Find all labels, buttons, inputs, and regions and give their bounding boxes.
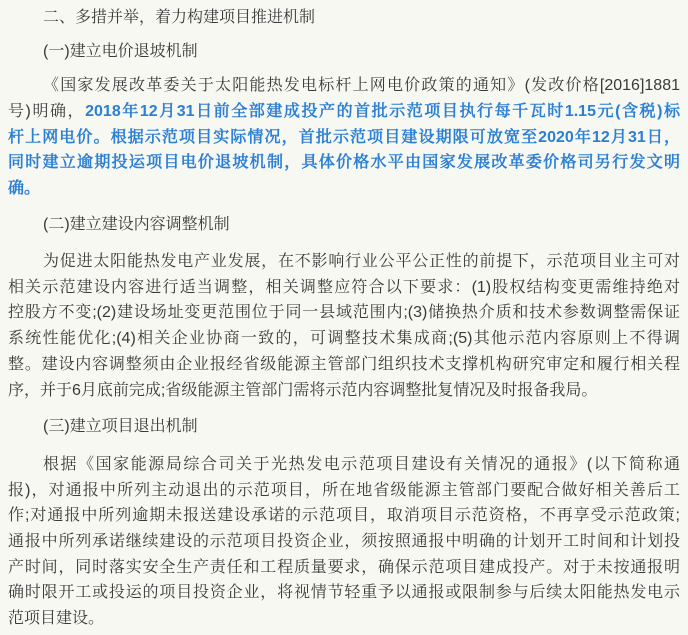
paragraph-line: 控股方不变;(2)建设场址变更范围位于同一县域范围内;(3)储换热介质和技术参数调整需保证 — [8, 304, 680, 322]
paragraph-line — [8, 99, 680, 125]
paragraph-line: 范项目建设。 — [8, 610, 105, 628]
paragraph-line — [8, 125, 680, 151]
paragraph — [8, 249, 680, 403]
paragraph-line: 作;对通报中所列逾期未报送建设承诺的示范项目，取消项目示范资格，不再享受示范政策; — [8, 507, 680, 525]
line-text: 《国家发展改革委关于太阳能热发电标杆上网电价政策的通知》(发改价格[2016]1881 — [43, 77, 680, 95]
paragraph-line — [8, 150, 680, 176]
paragraph-line: 报)，对通报中所列主动退出的示范项目，所在地省级能源主管部门要配合做好相关善后工 — [8, 481, 680, 499]
subsection-heading: (三)建立项目退出机制 — [43, 417, 198, 435]
paragraph-line — [8, 176, 680, 202]
subsection-heading: (一)建立电价退坡机制 — [43, 43, 198, 61]
paragraph-line: 为促进太阳能热发电产业发展，在不影响行业公平公正性的前提下，示范项目业主可对 — [43, 253, 680, 271]
paragraph — [8, 452, 680, 632]
paragraph-line: 序，并于6月底前完成;省级能源主管部门需将示范内容调整批复情况及时报备我局。 — [8, 381, 598, 399]
emphasis-text: 2018年12月31日前全部建成投产的首批示范项目执行每千瓦时1.15元(含税)标 — [85, 102, 680, 120]
paragraph-line — [8, 73, 680, 99]
section-title: 二、多措并举，着力构建项目推进机制 — [43, 9, 316, 26]
paragraph-line: 确时限开工或投运的项目投资企业，将视情节轻重予以通报或限制参与后续太阳能热发电示 — [8, 584, 680, 602]
subsection-heading: (二)建立建设内容调整机制 — [43, 215, 230, 233]
emphasis-text: 同时建立逾期投运项目电价退坡机制，具体价格水平由国家发展改革委价格司另行发文明 — [8, 154, 680, 172]
paragraph-line: 系统性能优化;(4)相关企业协商一致的，可调整技术集成商;(5)其他示范内容原则上不得调 — [8, 330, 680, 348]
emphasis-text: 确。 — [8, 179, 41, 197]
paragraph-line: 整。建设内容调整须由企业报经省级能源主管部门组织技术支撑机构研究审定和履行相关程 — [8, 355, 680, 373]
paragraph-line: 相关示范建设内容进行适当调整，相关调整应符合以下要求：(1)股权结构变更需维持绝对 — [8, 278, 680, 296]
paragraph — [8, 73, 680, 201]
line-text: 号)明确， — [8, 102, 86, 120]
emphasis-text: 杆上网电价。根据示范项目实际情况，首批示范项目建设期限可放宽至2020年12月31日， — [8, 128, 680, 146]
paragraph-line: 产时间，同时落实安全生产责任和工程质量要求，确保示范项目建成投产。对于未按通报明 — [8, 558, 680, 576]
paragraph-line: 根据《国家能源局综合司关于光热发电示范项目建设有关情况的通报》(以下简称通 — [43, 455, 680, 473]
paragraph-line: 通报中所列承诺继续建设的示范项目投资企业，须按照通报中明确的计划开工时间和计划投 — [8, 532, 680, 550]
